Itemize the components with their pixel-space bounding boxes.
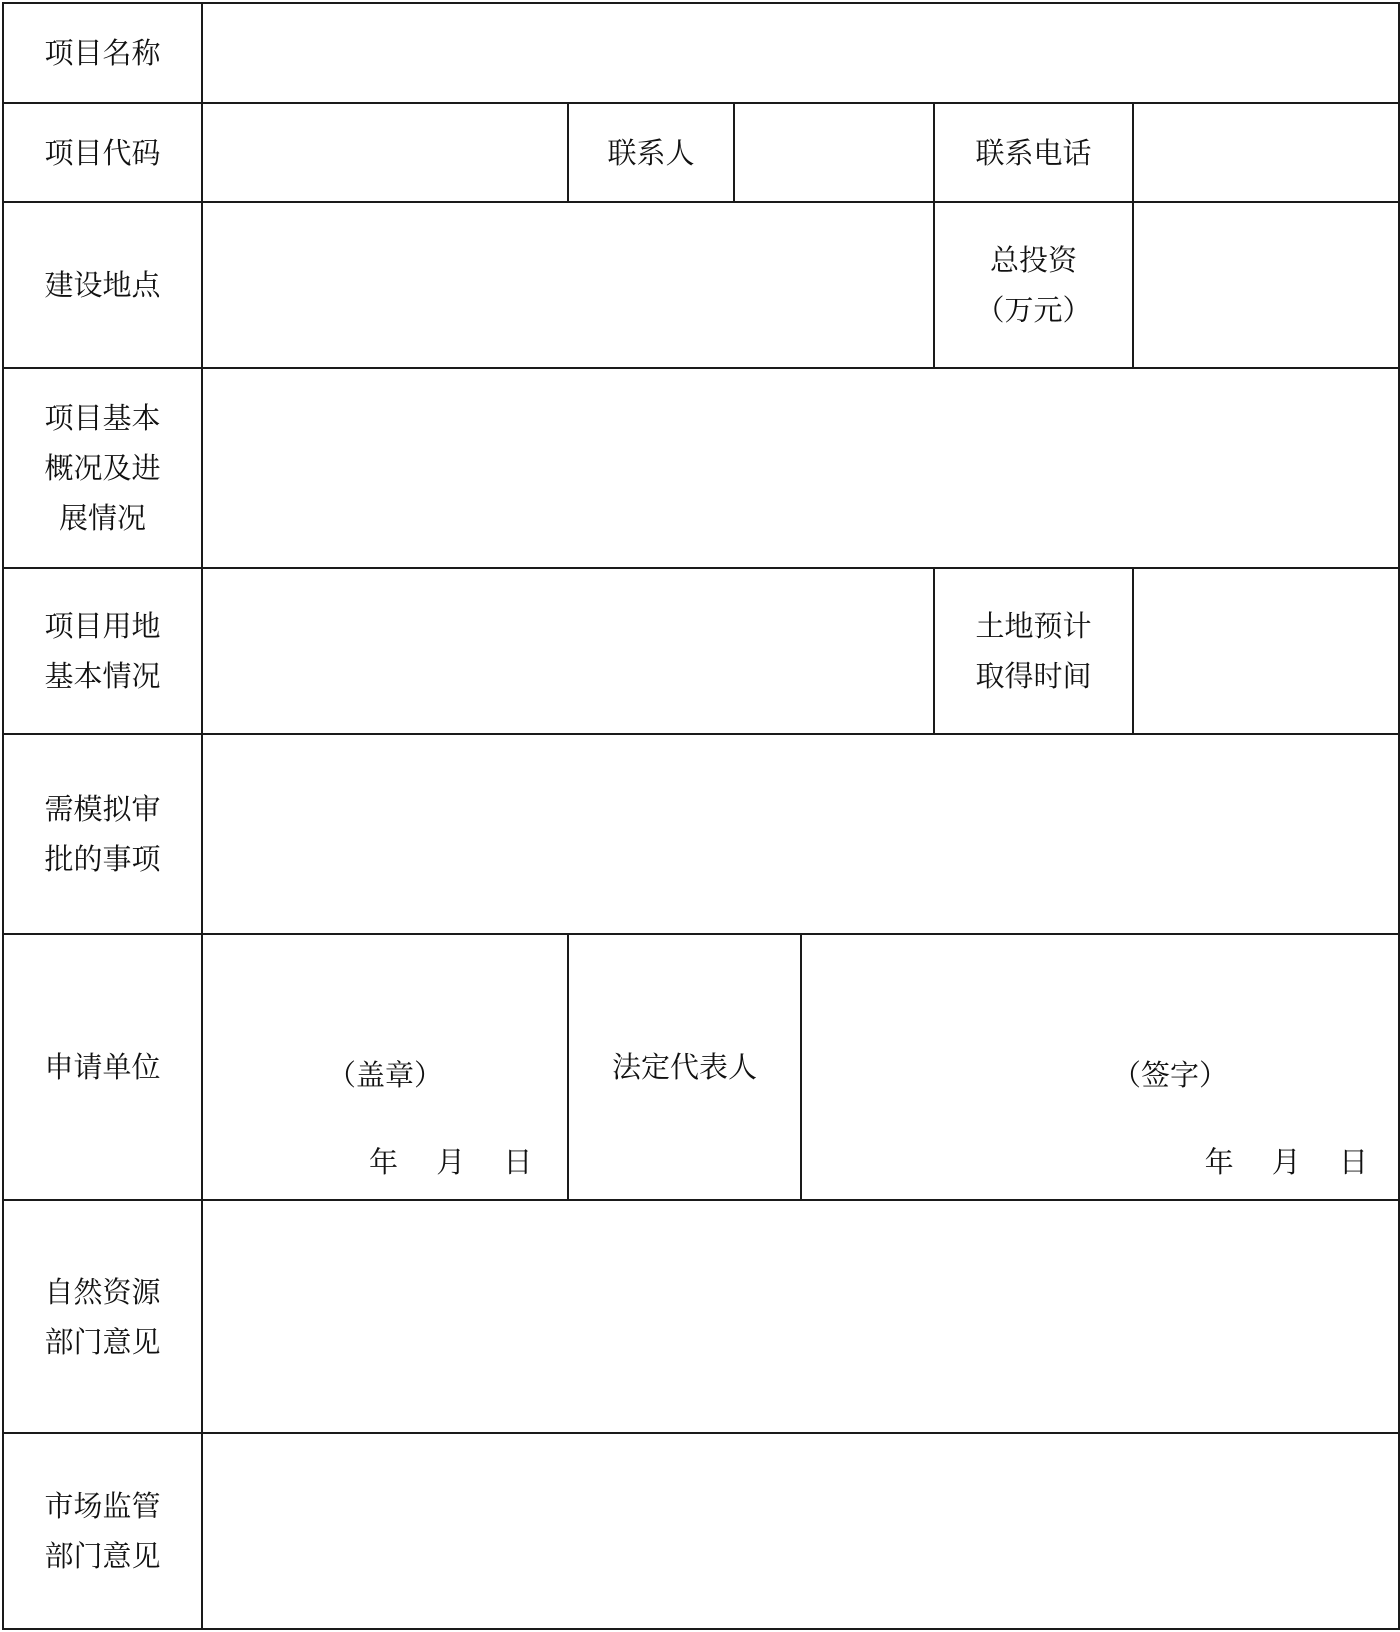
row-natural-resources	[3, 1200, 1399, 1433]
row-market	[3, 1433, 1399, 1629]
sign-note: （签字）	[1112, 1058, 1229, 1092]
natural-resources-label	[3, 1200, 202, 1433]
natural-resources-opinion-field[interactable]	[202, 1200, 1399, 1433]
row-overview	[3, 368, 1399, 568]
land-field[interactable]	[202, 568, 934, 734]
legal-rep-label: 法定代表人	[568, 934, 801, 1200]
contact-label: 联系人	[568, 103, 734, 202]
overview-label	[3, 368, 202, 568]
land-time-label-line-1: 土地预计	[975, 609, 1092, 643]
natural-resources-label-line-1: 自然资源	[44, 1274, 161, 1309]
natural-resources-label-line-2: 部门意见	[44, 1324, 161, 1359]
project-name-field[interactable]	[202, 3, 1399, 103]
row-project-code	[3, 103, 1399, 202]
market-opinion-field[interactable]	[202, 1433, 1399, 1629]
approval-label-line-1: 需模拟审	[44, 792, 161, 826]
land-time-field[interactable]	[1133, 568, 1399, 734]
land-time-label-line-2: 取得时间	[975, 659, 1092, 693]
row-land	[3, 568, 1399, 734]
investment-label	[934, 202, 1133, 368]
overview-label-line-3: 展情况	[58, 501, 146, 535]
approval-label-line-2: 批的事项	[44, 842, 161, 876]
approval-field[interactable]	[202, 734, 1399, 934]
location-field[interactable]	[202, 202, 934, 368]
market-label-line-2: 部门意见	[44, 1539, 161, 1573]
market-label-line-1: 市场监管	[44, 1489, 161, 1523]
row-applicant	[3, 934, 1399, 1200]
applicant-seal-field[interactable]	[202, 934, 568, 1200]
seal-note: （盖章）	[326, 1058, 443, 1092]
location-label: 建设地点	[3, 202, 202, 368]
approval-label	[3, 734, 202, 934]
phone-field[interactable]	[1133, 103, 1399, 202]
market-label	[3, 1433, 202, 1629]
investment-label-line-1: 总投资	[989, 243, 1077, 277]
contact-field[interactable]	[734, 103, 934, 202]
land-label-line-1: 项目用地	[44, 609, 161, 643]
phone-label: 联系电话	[934, 103, 1133, 202]
project-code-label: 项目代码	[3, 103, 202, 202]
investment-label-line-2: （万元）	[975, 293, 1092, 327]
legal-rep-sign-field[interactable]	[801, 934, 1399, 1200]
row-approval	[3, 734, 1399, 934]
investment-field[interactable]	[1133, 202, 1399, 368]
land-label-line-2: 基本情况	[44, 659, 161, 693]
applicant-label: 申请单位	[3, 934, 202, 1200]
project-application-form	[2, 2, 1400, 1630]
row-location	[3, 202, 1399, 368]
seal-date: 年 月 日	[369, 1145, 533, 1179]
overview-label-line-2: 概况及进	[44, 451, 161, 485]
overview-label-line-1: 项目基本	[44, 401, 161, 435]
sign-date: 年 月 日	[1204, 1145, 1369, 1179]
row-project-name	[3, 3, 1399, 103]
land-label	[3, 568, 202, 734]
land-time-label	[934, 568, 1133, 734]
overview-field[interactable]	[202, 368, 1399, 568]
project-code-field[interactable]	[202, 103, 568, 202]
project-name-label: 项目名称	[3, 3, 202, 103]
